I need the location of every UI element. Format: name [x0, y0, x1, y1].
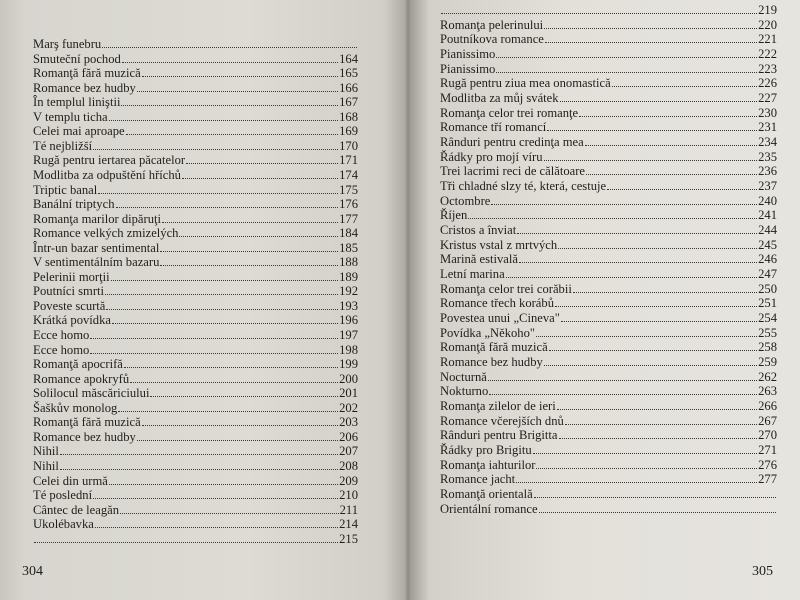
toc-entry-page: 259 [758, 355, 777, 370]
toc-entry-title: Romanţă apocrifă [33, 357, 123, 372]
dot-leader [561, 320, 757, 322]
toc-entry-title: Romanţa marilor dipăruţi [33, 211, 162, 226]
toc-entry-title: Letní marina [440, 267, 505, 282]
toc-entry [33, 531, 358, 546]
toc-entry-page: 208 [339, 458, 358, 473]
toc-entry [440, 427, 777, 442]
toc-entry-title: Într-un bazar sentimental [33, 240, 160, 255]
dot-leader [162, 221, 338, 223]
toc-entry-title: Romanţa iahturilor [440, 457, 536, 472]
dot-leader [182, 177, 338, 179]
dot-leader [544, 27, 757, 29]
toc-entry-title: Cristos a înviat [440, 223, 517, 238]
toc-entry-title: Nocturnă [440, 369, 487, 384]
toc-entry-page: 263 [758, 384, 777, 399]
toc-entry-title: Kristus vstal z mrtvých [440, 237, 558, 252]
toc-entry-page: 227 [758, 91, 777, 106]
toc-entry-page: 262 [758, 369, 777, 384]
toc-entry [33, 487, 358, 502]
toc-entry-page: 198 [339, 342, 358, 357]
page-number-left: 304 [22, 564, 43, 579]
toc-entry [33, 196, 358, 211]
dot-leader [468, 217, 757, 219]
toc-entry [33, 211, 358, 226]
dot-leader [519, 261, 757, 263]
dot-leader [506, 276, 757, 278]
right-table-of-contents [410, 0, 800, 600]
toc-entry-page: 231 [758, 120, 777, 135]
dot-leader [560, 100, 758, 102]
toc-entry-page: 185 [339, 240, 358, 255]
toc-entry-page: 234 [758, 135, 777, 150]
dot-leader [118, 410, 338, 412]
toc-entry [33, 36, 358, 51]
toc-entry-page: 175 [339, 182, 358, 197]
dot-leader [142, 75, 338, 77]
toc-entry-page: 211 [339, 502, 358, 517]
toc-entry [440, 119, 777, 134]
dot-leader [536, 335, 757, 337]
toc-entry-page: 196 [339, 313, 358, 328]
toc-entry-title: Poveste scurtă [33, 298, 106, 313]
toc-entry-title: Trei lacrimi reci de călătoare [440, 164, 585, 179]
toc-entry [33, 371, 358, 386]
toc-entry [440, 178, 777, 193]
toc-entry-page: 251 [758, 296, 777, 311]
toc-entry [440, 310, 777, 325]
toc-entry-page: 258 [758, 340, 777, 355]
toc-entry-page: 209 [339, 473, 358, 488]
toc-entry-title: Romanţă fără muzică [33, 415, 141, 430]
toc-entry-page: 189 [339, 269, 358, 284]
toc-entry-page: 276 [758, 457, 777, 472]
toc-entry-title: Pianissimo [440, 61, 496, 76]
dot-leader [93, 497, 338, 499]
toc-entry [440, 471, 777, 486]
toc-entry-page: 266 [758, 399, 777, 414]
toc-entry-title: Romanţă fără muzică [440, 340, 548, 355]
toc-entry-page: 177 [339, 211, 358, 226]
toc-entry [440, 163, 777, 178]
toc-entry [33, 225, 358, 240]
toc-entry [33, 400, 358, 415]
toc-entry-title: Pelerinii morţii [33, 269, 110, 284]
dot-leader [34, 541, 338, 543]
dot-leader [441, 12, 757, 14]
toc-entry-title: Povestea unui „Cineva" [440, 311, 560, 326]
toc-entry-page: 247 [758, 267, 777, 282]
dot-leader [488, 379, 757, 381]
toc-entry [440, 75, 777, 90]
toc-entry-title: Té poslední [33, 488, 93, 503]
toc-entry-title: Nihil [33, 444, 59, 459]
toc-entry-page: 206 [339, 429, 358, 444]
toc-entry-page: 210 [339, 488, 358, 503]
toc-entry [33, 502, 358, 517]
toc-entry-title: Romance tří romancí [440, 120, 547, 135]
dot-leader [160, 250, 338, 252]
dot-leader [491, 203, 757, 205]
toc-entry [440, 339, 777, 354]
page-number-right: 305 [752, 564, 773, 579]
toc-entry-title: Tři chladné slzy té, která, cestuje [440, 179, 607, 194]
toc-entry-title: Marş funebru [33, 37, 102, 51]
toc-entry-title: Šaškův monolog [33, 400, 118, 415]
toc-entry-page: 188 [339, 255, 358, 270]
toc-entry [440, 442, 777, 457]
toc-entry-page: 220 [758, 17, 777, 32]
dot-leader [95, 526, 338, 528]
dot-leader [60, 468, 338, 470]
toc-entry [440, 31, 777, 46]
dot-leader [105, 293, 338, 295]
dot-leader [558, 247, 757, 249]
toc-entry-title: Romance bez hudby [33, 429, 136, 444]
toc-entry [33, 356, 358, 371]
toc-entry [440, 354, 777, 369]
dot-leader [160, 264, 338, 266]
toc-entry [440, 398, 777, 413]
toc-entry [440, 413, 777, 428]
toc-entry [440, 295, 777, 310]
toc-entry-page: 245 [758, 237, 777, 252]
toc-entry [440, 17, 777, 32]
dot-leader [496, 71, 757, 73]
toc-entry [33, 385, 358, 400]
toc-entry-page: 271 [758, 443, 777, 458]
toc-entry-page: 250 [758, 281, 777, 296]
toc-entry-page: 235 [758, 149, 777, 164]
dot-leader [137, 90, 338, 92]
dot-leader [489, 393, 757, 395]
toc-entry-page: 203 [339, 415, 358, 430]
dot-leader [573, 291, 757, 293]
dot-leader [555, 305, 757, 307]
toc-entry [33, 94, 358, 109]
toc-entry-title: Romance třech korábů [440, 296, 554, 311]
toc-entry-page: 222 [758, 47, 777, 61]
toc-entry-title: V sentimentálním bazaru [33, 255, 160, 270]
toc-entry-page: 169 [339, 124, 358, 139]
toc-entry-title: Romanţa celor trei corăbii [440, 281, 572, 296]
dot-leader [186, 162, 338, 164]
toc-entry-title: Romance včerejších dnů [440, 413, 564, 428]
toc-entry-page: 166 [339, 80, 358, 95]
dot-leader [124, 366, 338, 368]
toc-entry-title: Ukolébavka [33, 517, 94, 532]
toc-entry [440, 149, 777, 164]
toc-entry-title: Cântec de leagăn [33, 502, 120, 517]
toc-entry [33, 65, 358, 80]
dot-leader [120, 512, 339, 514]
toc-entry [33, 182, 358, 197]
dot-leader [544, 159, 758, 161]
toc-entry-title: Rugă pentru iertarea păcatelor [33, 153, 186, 168]
toc-entry-title: Řádky pro mojí víru [440, 149, 543, 164]
toc-entry-title: Romance jacht [440, 472, 516, 487]
toc-entry [440, 266, 777, 281]
toc-entry-title: Marină estivală [440, 252, 518, 267]
toc-entry-title: Octombre [440, 193, 491, 208]
toc-entry-page: 167 [339, 95, 358, 110]
toc-entry [33, 298, 358, 313]
dot-leader [106, 308, 338, 310]
right-page [410, 0, 800, 600]
dot-leader [549, 349, 757, 351]
toc-entry-title: Romance bez hudby [440, 355, 543, 370]
toc-entry-page: 254 [758, 311, 777, 326]
toc-entry [440, 134, 777, 149]
toc-entry-page: 246 [758, 252, 777, 267]
dot-leader [179, 235, 338, 237]
dot-leader [559, 437, 758, 439]
toc-entry-title: Modlitba za můj svátek [440, 91, 559, 106]
dot-leader [98, 192, 338, 194]
toc-entry [440, 501, 777, 516]
toc-entry-page: 197 [339, 328, 358, 342]
toc-entry [33, 123, 358, 138]
toc-entry-title: Ecce homo [33, 328, 90, 342]
toc-entry [33, 152, 358, 167]
dot-leader [557, 408, 757, 410]
toc-entry-page: 223 [758, 61, 777, 76]
toc-entry [440, 486, 777, 501]
toc-entry-title: Pianissimo [440, 47, 496, 61]
toc-entry-title: Ecce homo [33, 342, 90, 357]
toc-entry [33, 51, 358, 66]
toc-entry-page: 244 [758, 223, 777, 238]
dot-leader [150, 395, 338, 397]
toc-entry [33, 80, 358, 95]
dot-leader [607, 188, 757, 190]
toc-entry [440, 90, 777, 105]
toc-entry [33, 167, 358, 182]
toc-entry-page: 241 [758, 208, 777, 223]
toc-entry [33, 429, 358, 444]
toc-entry [33, 269, 358, 284]
toc-entry-title: Povídka „Někoho" [440, 325, 536, 340]
toc-entry-title: Rugă pentru ziua mea onomastică [440, 76, 611, 91]
dot-leader [142, 424, 338, 426]
toc-entry-page: 165 [339, 66, 358, 81]
toc-entry-page: 214 [339, 517, 358, 532]
dot-leader [585, 144, 757, 146]
dot-leader [612, 85, 757, 87]
toc-entry [440, 105, 777, 120]
toc-entry-title: Krátká povídka [33, 313, 111, 328]
toc-entry-page: 219 [758, 3, 777, 17]
toc-entry-title: Celei din urmă [33, 473, 108, 488]
dot-leader [534, 496, 776, 498]
toc-entry-page: 184 [339, 226, 358, 241]
toc-entry-title: Romance apokryfů [33, 371, 130, 386]
toc-entry-title: Řádky pro Brigitu [440, 443, 532, 458]
dot-leader [533, 452, 757, 454]
toc-entry [33, 240, 358, 255]
toc-entry [440, 222, 777, 237]
toc-entry-title: Poutníci smrti [33, 284, 105, 299]
toc-entry [440, 251, 777, 266]
dot-leader [565, 423, 757, 425]
toc-entry-page: 164 [339, 51, 358, 66]
toc-entry [33, 283, 358, 298]
dot-leader [539, 511, 776, 513]
toc-entry [33, 458, 358, 473]
toc-entry-title: Romanţa celor trei romanţe [440, 105, 579, 120]
toc-entry-title: Rânduri pentru credinţa mea [440, 135, 584, 150]
toc-entry-page: 237 [758, 179, 777, 194]
toc-entry [33, 312, 358, 327]
toc-entry-page: 240 [758, 193, 777, 208]
dot-leader [111, 279, 339, 281]
toc-entry-page: 226 [758, 76, 777, 91]
toc-entry-title: Té nejbližší [33, 138, 93, 153]
toc-entry-title: Poutníkova romance [440, 32, 544, 47]
toc-entry-title: Nokturno [440, 384, 489, 399]
toc-entry [33, 443, 358, 458]
toc-entry [440, 325, 777, 340]
toc-entry-page: 202 [339, 400, 358, 415]
toc-entry-title: Romanţă fără muzică [33, 66, 141, 81]
toc-entry-page: 236 [758, 164, 777, 179]
dot-leader [586, 173, 757, 175]
toc-entry [440, 383, 777, 398]
toc-entry [440, 193, 777, 208]
toc-entry-page: 176 [339, 197, 358, 212]
dot-leader [60, 453, 338, 455]
toc-entry [440, 237, 777, 252]
dot-leader [545, 41, 757, 43]
toc-entry [33, 516, 358, 531]
toc-entry-page: 192 [339, 284, 358, 299]
dot-leader [130, 381, 338, 383]
toc-entry-title: Smuteční pochod [33, 51, 121, 66]
toc-entry-page: 270 [758, 428, 777, 443]
toc-entry-title: Banální triptych [33, 197, 115, 212]
dot-leader [112, 322, 338, 324]
toc-entry-title: Solilocul măscăriciului [33, 386, 150, 401]
toc-entry-page: 170 [339, 138, 358, 153]
dot-leader [544, 364, 757, 366]
toc-entry-page: 277 [758, 472, 777, 487]
toc-entry-page: 199 [339, 357, 358, 372]
dot-leader [121, 104, 338, 106]
dot-leader [109, 119, 338, 121]
toc-entry-page: 168 [339, 109, 358, 124]
toc-entry-title: V templu ticha [33, 109, 108, 124]
dot-leader [547, 129, 757, 131]
toc-entry-page: 267 [758, 413, 777, 428]
toc-entry-title: Celei mai aproape [33, 124, 125, 139]
toc-entry-page: 174 [339, 167, 358, 182]
toc-entry-title: Romance velkých zmizelých [33, 226, 179, 241]
toc-entry [33, 109, 358, 124]
toc-entry-title: Rânduri pentru Brigitta [440, 428, 558, 443]
toc-entry-title: Romanţa pelerinului [440, 17, 544, 32]
toc-entry [440, 207, 777, 222]
toc-entry-page: 207 [339, 444, 358, 459]
toc-entry [440, 2, 777, 17]
toc-entry [33, 327, 358, 342]
toc-entry-title: Triptic banal [33, 182, 98, 197]
dot-leader [517, 232, 757, 234]
dot-leader [536, 467, 757, 469]
toc-entry-title: Romanţă orientală [440, 487, 533, 502]
dot-leader [122, 61, 338, 63]
toc-entry [440, 61, 777, 76]
toc-entry-page: 215 [339, 531, 358, 546]
toc-entry-title: În templul liniştii [33, 95, 121, 110]
toc-entry-title: Modlitba za odpuštění hříchů [33, 167, 181, 182]
toc-entry-page: 201 [339, 386, 358, 401]
toc-entry-title: Orientální romance [440, 501, 538, 516]
dot-leader [90, 337, 338, 339]
toc-entry [33, 414, 358, 429]
dot-leader [109, 483, 338, 485]
toc-entry-title: Říjen [440, 208, 468, 223]
dot-leader [137, 439, 338, 441]
toc-entry-page: 171 [339, 153, 358, 168]
toc-entry [33, 138, 358, 153]
dot-leader [90, 352, 338, 354]
dot-leader [579, 115, 757, 117]
toc-entry [33, 342, 358, 357]
toc-entry [440, 281, 777, 296]
toc-entry-title: Romance bez hudby [33, 80, 136, 95]
toc-entry-page: 193 [339, 298, 358, 313]
toc-entry [440, 369, 777, 384]
dot-leader [93, 148, 338, 150]
toc-entry [33, 473, 358, 488]
dot-leader [516, 481, 757, 483]
dot-leader [496, 56, 757, 58]
dot-leader [126, 133, 338, 135]
toc-entry [33, 254, 358, 269]
toc-entry-title: Romanţa zilelor de ieri [440, 399, 556, 414]
toc-entry [440, 46, 777, 61]
dot-leader [116, 206, 339, 208]
toc-entry-page: 230 [758, 105, 777, 120]
toc-entry-page: 221 [758, 32, 777, 47]
toc-entry [440, 457, 777, 472]
toc-entry-page: 255 [758, 325, 777, 340]
dot-leader [102, 46, 357, 48]
toc-entry-page: 200 [339, 371, 358, 386]
toc-entry-title: Nihil [33, 458, 59, 473]
